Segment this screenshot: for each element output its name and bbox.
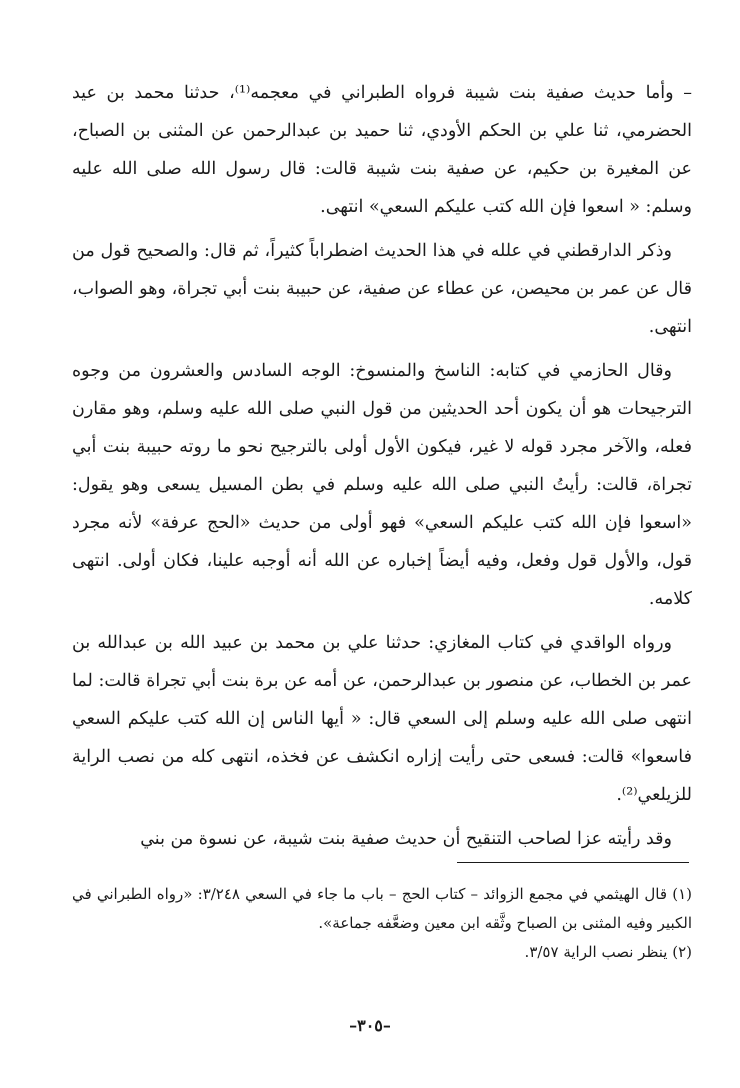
paragraph-tanqih: وقد رأيته عزا لصاحب التنقيح أن حديث صفية بنت شيبة، عن نسوة من بني <box>140 829 672 849</box>
paragraph-waqidi: ورواه الواقدي في كتاب المغازي: حدثنا علي بن محمد بن عبيد الله بن عبدالله بن عمر بن الخطاب، عن منصور بن عبدالرحمن، عن أمه عن برة بنت أبي تجراة قالت: لما انتهى صلى الله عليه وسلم إلى السعي قال: « أيها الناس إن الله كتب عليكم السعي فاسعوا» قالت: فسعى حتى رأيت إزاره انكشف عن فخذه، انتهى كله من نصب الراية للزيلعي⁽²⁾. <box>72 633 692 805</box>
main-text <box>72 74 692 864</box>
page-number: –٣٠٥– <box>349 1016 391 1035</box>
paragraph-hazimi: وقال الحازمي في كتابه: الناسخ والمنسوخ: الوجه السادس والعشرون من وجوه الترجيحات هو أن يكون أحد الحديثين من قول النبي صلى الله عليه وسلم، وهو مقارن فعله، والآخر مجرد قوله لا غير، فيكون الأول أولى بالترجيح نحو ما روته حبيبة بنت أبي تجراة، قالت: رأيتُ النبي صلى الله عليه وسلم في بطن المسيل يسعى وهو يقول: «اسعوا فإن الله كتب عليكم السعي» فهو أولى من حديث «الحج عرفة» لأنه مجرد قول، والأول قول وفعل، وفيه أيضاً إخباره عن الله أنه أوجبه علينا، فكان أولى. انتهى كلامه. <box>72 361 692 609</box>
footnote-divider <box>457 862 689 863</box>
paragraph-daraqutni: وذكر الدارقطني في علله في هذا الحديث اضطراباً كثيراً، ثم قال: والصحيح قول من قال عن عمر بن محيصن، عن عطاء عن صفية، عن حبيبة بنت أبي تجراة، وهو الصواب، انتهى. <box>72 241 692 337</box>
footnotes <box>72 880 692 967</box>
footnote-2: (٢) ينظر نصب الراية ٣/٥٧. <box>524 943 692 961</box>
paragraph-tabarani-hadith: – وأما حديث صفية بنت شيبة فرواه الطبراني في معجمه⁽¹⁾، حدثنا محمد بن عيد الحضرمي، ثنا علي بن الحكم الأودي، ثنا حميد بن عبدالرحمن عن المثنى بن الصباح، عن المغيرة بن حكيم، عن صفية بنت شيبة قالت: قال رسول الله صلى الله عليه وسلم: « اسعوا فإن الله كتب عليكم السعي» انتهى. <box>72 83 692 217</box>
footnote-1: (١) قال الهيثمي في مجمع الزوائد – كتاب الحج – باب ما جاء في السعي ٣/٢٤٨: «رواه الطبراني في الكبير وفيه المثنى بن الصباح وثَّقه ابن معين وضعَّفه جماعة». <box>72 885 692 932</box>
